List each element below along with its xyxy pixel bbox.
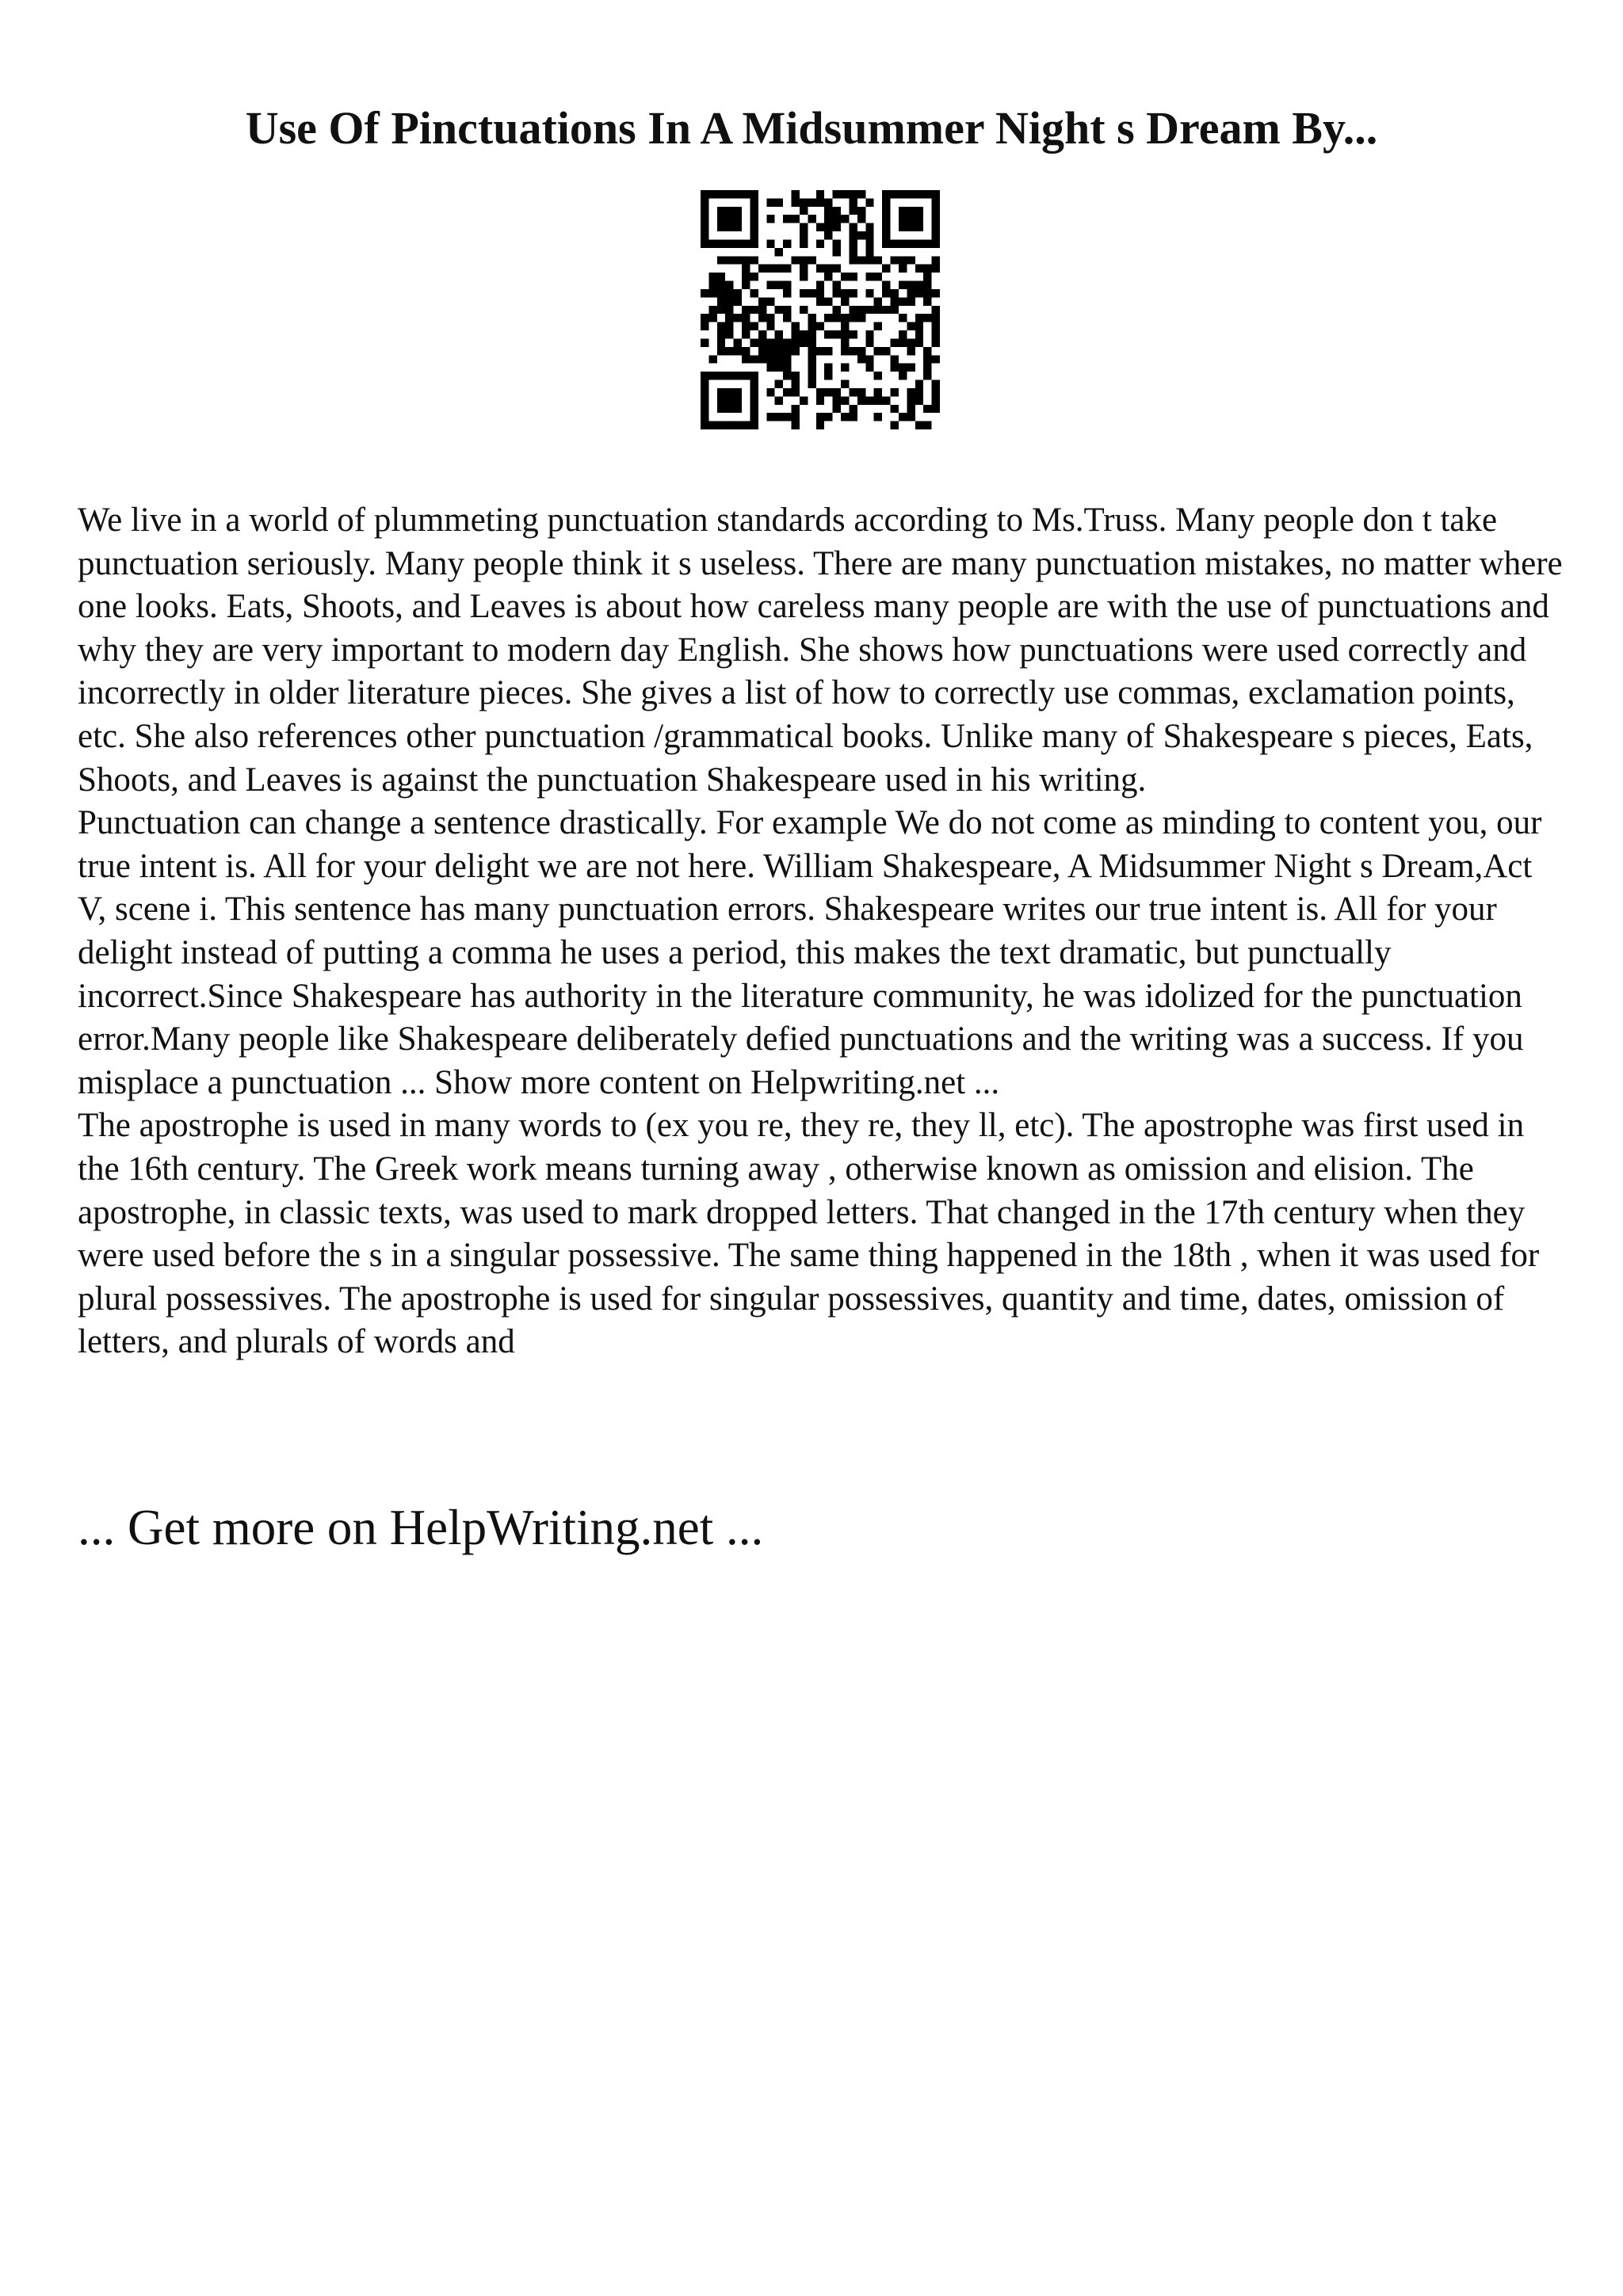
get-more-link[interactable]: ... Get more on HelpWriting.net ... bbox=[78, 1500, 764, 1555]
paragraph-1: We live in a world of plummeting punctuation standards according to Ms.Truss. Many people don t take punctuation seriously. Many people think it s useless. There are many punctuation mistakes, no matter where one looks. Eats, Shoots, and Leaves is about how careless many people are with the use of punctuations and why they are very important to modern day English. She shows how punctuations were used correctly and incorrectly in older literature pieces. She gives a list of how to correctly use commas, exclamation points, etc. She also references other punctuation /grammatical books. Unlike many of Shakespeare s pieces, Eats, Shoots, and Leaves is against the punctuation Shakespeare used in his writing. bbox=[78, 502, 1563, 799]
paragraph-2: Punctuation can change a sentence drastically. For example We do not come as minding to content you, our true intent is. All for your delight we are not here. William Shakespeare, A Midsummer Night s Dream,Act V, scene i. This sentence has many punctuation errors. Shakespeare writes our true intent is. All for your delight instead of putting a comma he uses a period, this makes the text dramatic, but punctually incorrect.Since Shakespeare has authority in the literature community, he was idolized for the punctuation error.Many people like Shakespeare deliberately defied punctuations and the writing was a success. If you misplace a punctuation ... Show more content on Helpwriting.net ... bbox=[78, 804, 1542, 1101]
article-body bbox=[78, 499, 1568, 1364]
qr-code-icon[interactable] bbox=[701, 190, 940, 429]
paragraph-3: The apostrophe is used in many words to (ex you re, they re, they ll, etc). The apostrophe was first used in the 16th century. The Greek work means turning away , otherwise known as omission and elision. The apostrophe, in classic texts, was used to mark dropped letters. That changed in the 17th century when they were used before the s in a singular possessive. The same thing happened in the 18th , when it was used for plural possessives. The apostrophe is used for singular possessives, quantity and time, dates, omission of letters, and plurals of words and bbox=[78, 1107, 1540, 1361]
document-title: Use Of Pinctuations In A Midsummer Night s Dream By... bbox=[245, 102, 1378, 154]
